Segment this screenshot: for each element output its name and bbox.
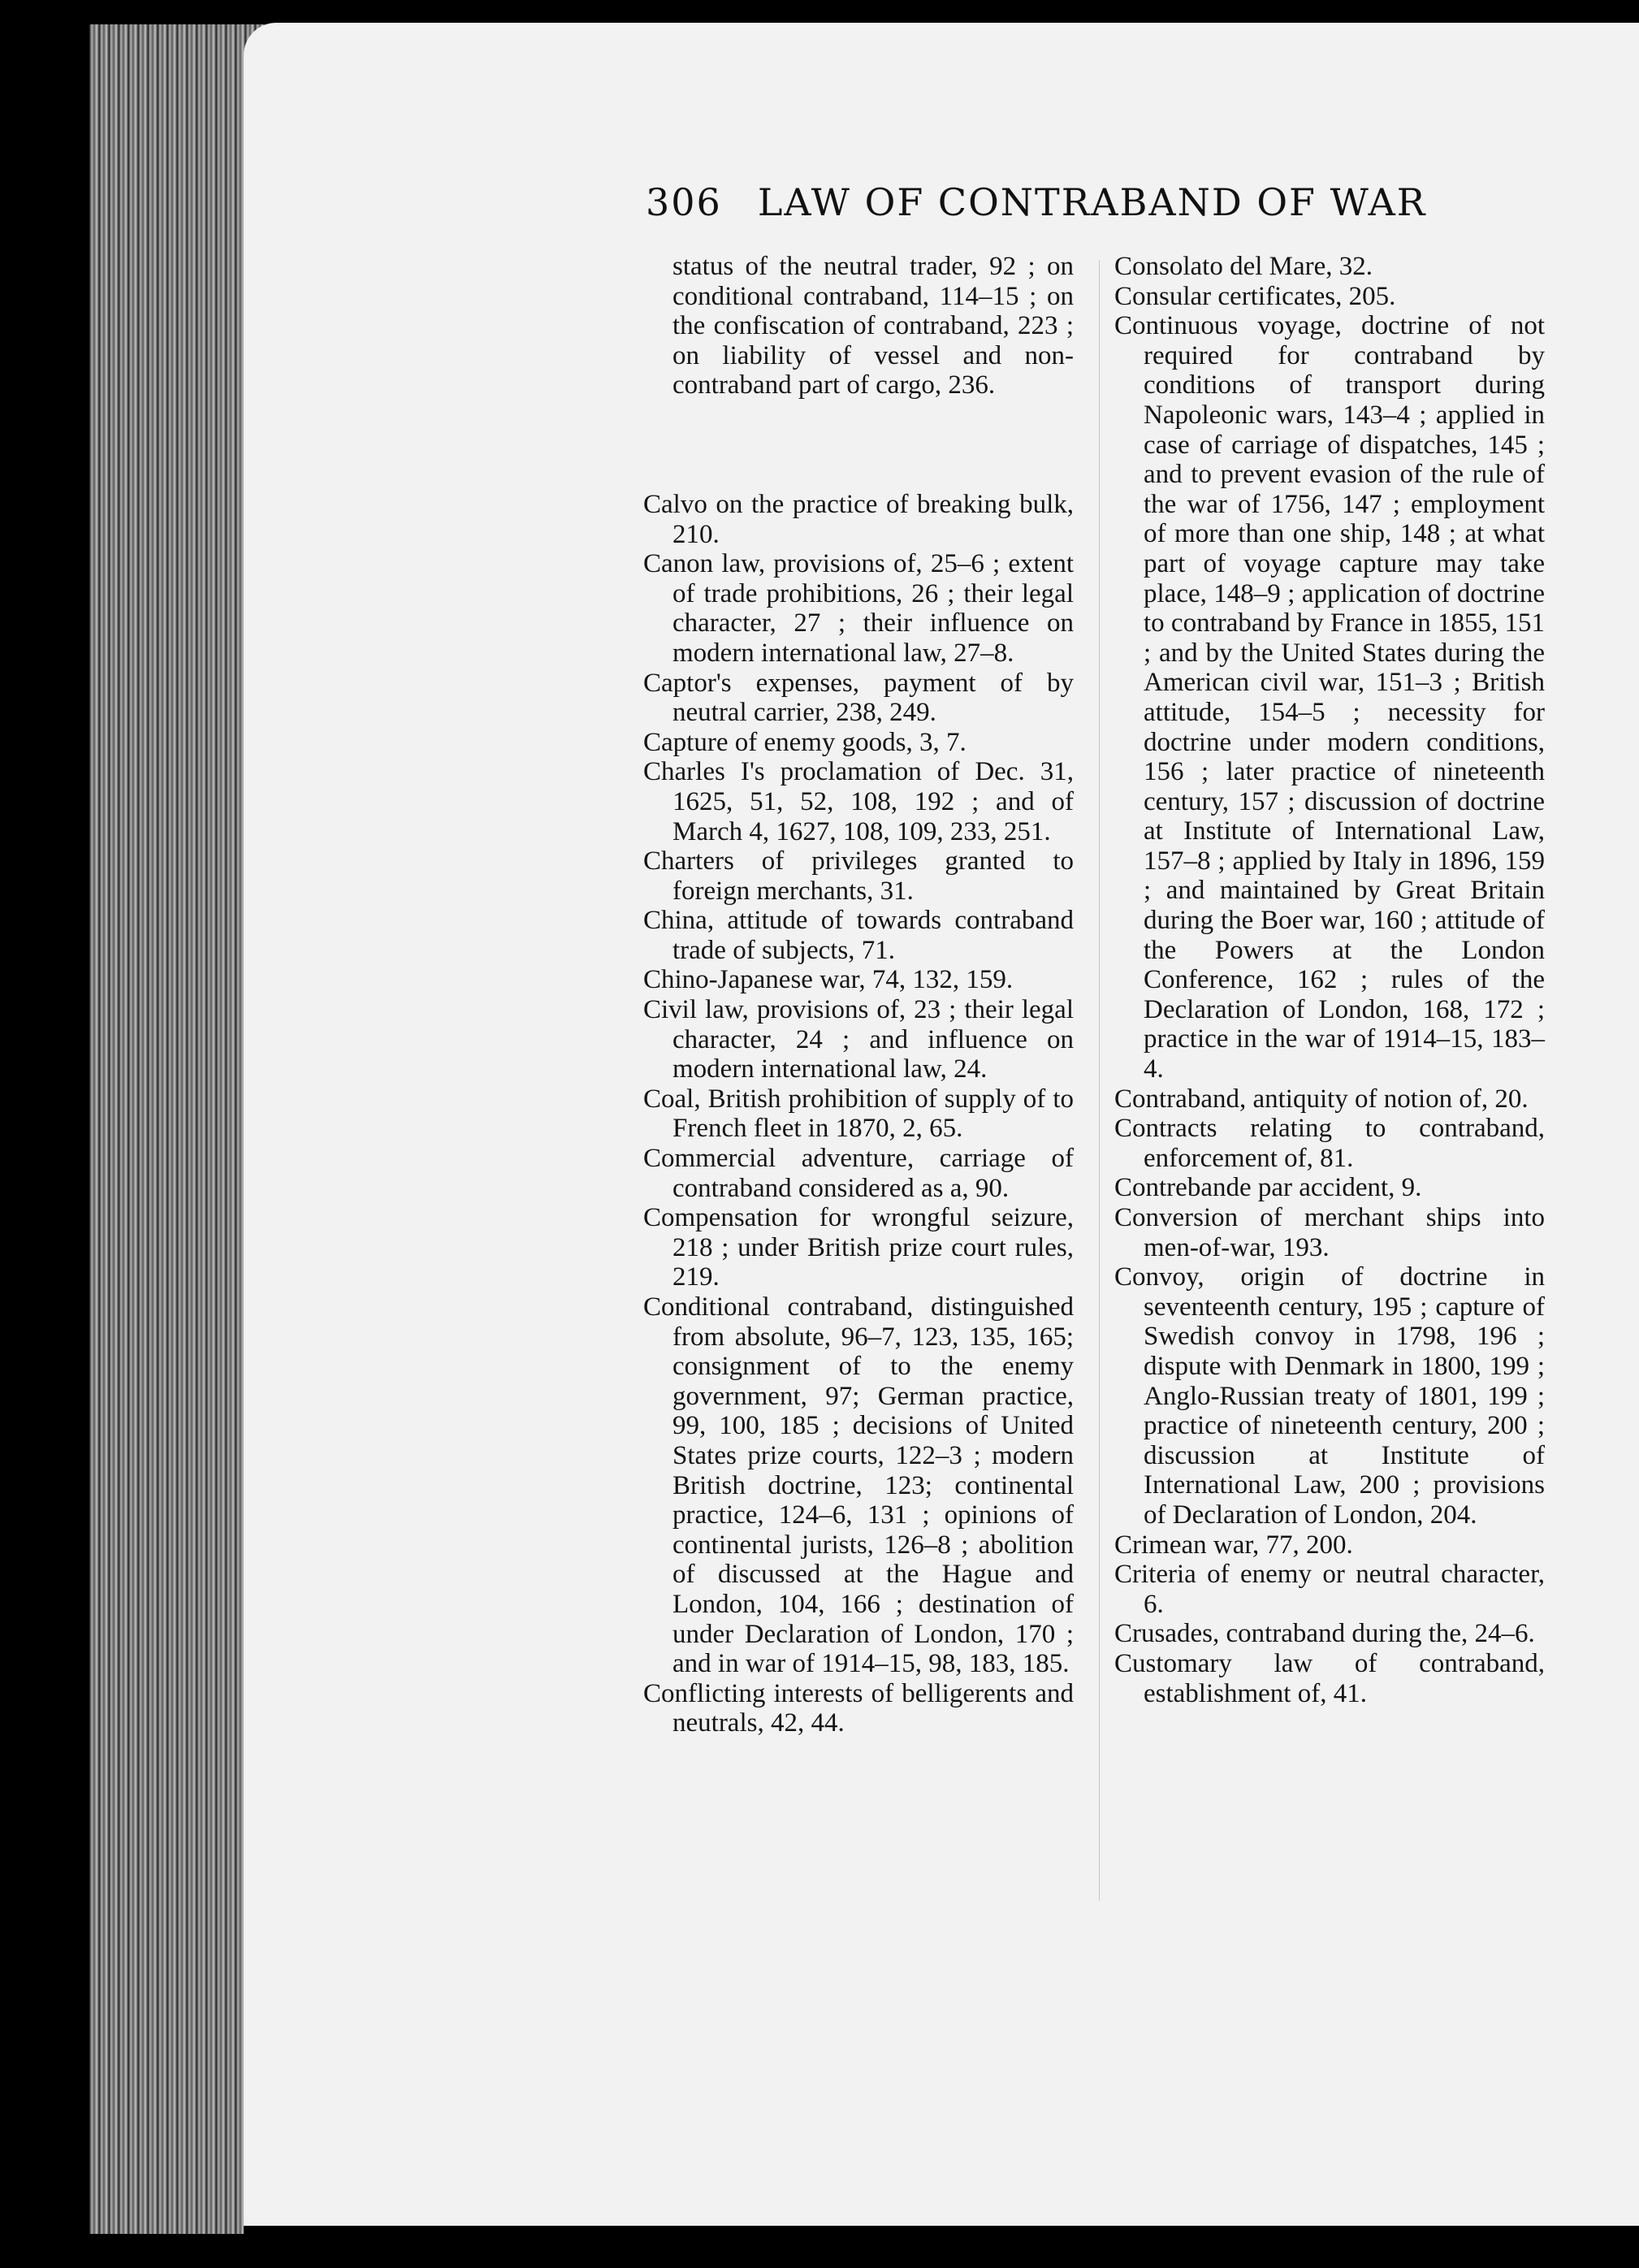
index-entry: Convoy, origin of doctrine in seventeenth century, 195 ; capture of Swedish convoy in 1798, 196 ; dispute with Denmark in 1800, 199 ; Anglo-Russian treaty of 1801, 199 ; practice of nineteenth century, 200 ; discussion at Institute of International Law, 200 ; provisions of Declaration of London, 204. — [1114, 1262, 1545, 1530]
page-number: 306 — [646, 180, 722, 224]
index-entry: Capture of enemy goods, 3, 7. — [643, 727, 967, 757]
running-header — [646, 180, 1427, 224]
index-entry: Conversion of merchant ships into men-of-war, 193. — [1114, 1203, 1545, 1262]
index-entry: Chino-Japanese war, 74, 132, 159. — [643, 965, 1014, 995]
section-gap — [643, 400, 1074, 490]
index-entry: Canon law, provisions of, 25–6 ; extent of trade prohibitions, 26 ; their legal character, 27 ; their influence on modern international law, 27–8. — [643, 549, 1074, 668]
index-entry: Conflicting interests of belligerents and neutrals, 42, 44. — [643, 1678, 1074, 1738]
index-entry: Contrebande par accident, 9. — [1114, 1173, 1422, 1203]
index-entry: Commercial adventure, carriage of contraband considered as a, 90. — [643, 1144, 1074, 1203]
index-entry: Captor's expenses, payment of by neutral carrier, 238, 249. — [643, 668, 1074, 728]
index-entry: Contracts relating to contraband, enforcement of, 81. — [1114, 1114, 1545, 1173]
index-entry: status of the neutral trader, 92 ; on conditional contraband, 114–15 ; on the confiscation of contraband, 223 ; on liability of vessel and non-contraband part of cargo, 236. — [672, 252, 1074, 400]
index-entry: Compensation for wrongful seizure, 218 ; under British prize court rules, 219. — [643, 1203, 1074, 1292]
index-column-left — [643, 252, 1074, 1738]
index-entry: Contraband, antiquity of notion of, 20. — [1114, 1084, 1529, 1114]
index-entry: Customary law of contraband, establishment of, 41. — [1114, 1648, 1545, 1708]
index-entry: Coal, British prohibition of supply of to French fleet in 1870, 2, 65. — [643, 1084, 1074, 1144]
column-divider — [1099, 260, 1100, 1901]
index-entry: Conditional contraband, distinguished from absolute, 96–7, 123, 135, 165; consignment of to the enemy government, 97; German practice, 99, 100, 185 ; decisions of United States prize courts, 122–3 ; modern British doctrine, 123; continental practice, 124–6, 131 ; opinions of continental jurists, 126–8 ; abolition of discussed at the Hague and London, 104, 166 ; destination of under Declaration of London, 170 ; and in war of 1914–15, 98, 183, 185. — [643, 1292, 1074, 1679]
index-entry: Calvo on the practice of breaking bulk, 210. — [643, 489, 1074, 549]
index-entry: Continuous voyage, doctrine of not required for contraband by conditions of transport during Napoleonic wars, 143–4 ; applied in case of carriage of dispatches, 145 ; and to prevent evasion of the rule of the war of 1756, 147 ; employment of more than one ship, 148 ; at what part of voyage capture may take place, 148–9 ; application of doctrine to contraband by France in 1855, 151 ; and by the United States during the American civil war, 151–3 ; British attitude, 154–5 ; necessity for doctrine under modern conditions, 156 ; later practice of nineteenth century, 157 ; discussion of doctrine at Institute of International Law, 157–8 ; applied by Italy in 1896, 159 ; and maintained by Great Britain during the Boer war, 160 ; attitude of the Powers at the London Conference, 162 ; rules of the Declaration of London, 168, 172 ; practice in the war of 1914–15, 183–4. — [1114, 311, 1545, 1084]
index-entry: Civil law, provisions of, 23 ; their legal character, 24 ; and influence on modern international law, 24. — [643, 995, 1074, 1084]
index-entry: Crusades, contraband during the, 24–6. — [1114, 1619, 1535, 1649]
index-entry: China, attitude of towards contraband trade of subjects, 71. — [643, 906, 1074, 965]
running-title: LAW OF CONTRABAND OF WAR — [757, 180, 1427, 224]
index-entry: Consular certificates, 205. — [1114, 281, 1396, 311]
scan-border — [244, 2226, 1639, 2268]
index-entry: Charles I's proclamation of Dec. 31, 1625, 51, 52, 108, 192 ; and of March 4, 1627, 108, 109, 233, 251. — [643, 757, 1074, 846]
index-column-right — [1114, 252, 1545, 1708]
index-entry: Criteria of enemy or neutral character, 6. — [1114, 1560, 1545, 1619]
index-entry: Crimean war, 77, 200. — [1114, 1530, 1353, 1560]
index-entry: Consolato del Mare, 32. — [1114, 252, 1373, 281]
index-entry: Charters of privileges granted to foreign merchants, 31. — [643, 846, 1074, 906]
